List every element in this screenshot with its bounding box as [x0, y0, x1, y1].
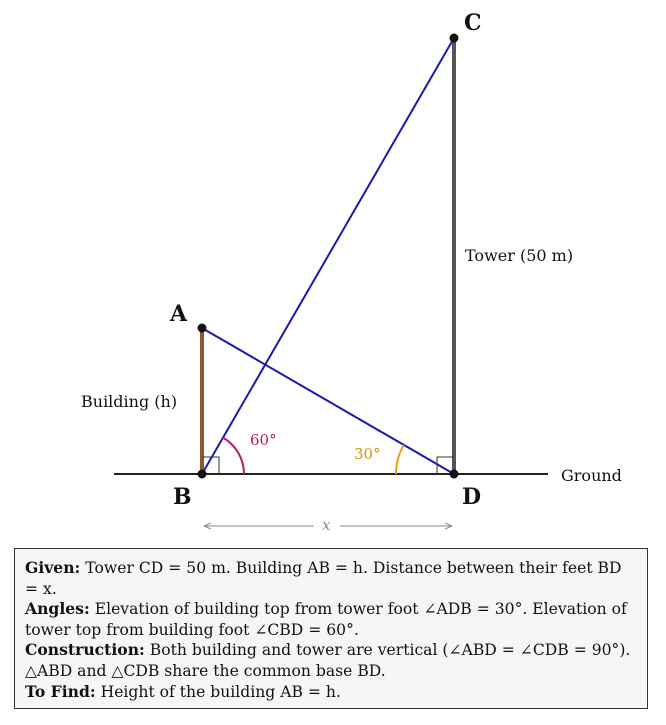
info-construction-label: Construction: [25, 640, 145, 660]
point-d [450, 470, 459, 479]
angle-arc-30 [396, 445, 404, 474]
info-find-text: Height of the building AB = h. [100, 682, 341, 701]
info-angles [25, 599, 637, 640]
info-angles-label: Angles: [25, 599, 90, 619]
label-ground: Ground [561, 466, 622, 485]
info-construction-text: Both building and tower are vertical (∠ABD = ∠CDB = 90°). △ABD and △CDB share the common base BD. [25, 641, 631, 680]
label-distance-x: x [322, 516, 331, 534]
label-point-c: C [464, 10, 482, 36]
sightline-bc [202, 38, 454, 474]
point-c [450, 34, 459, 43]
info-find [25, 682, 637, 703]
label-angle-30: 30° [354, 445, 381, 463]
info-construction [25, 640, 637, 681]
label-point-b: B [173, 484, 192, 510]
label-building: Building (h) [81, 392, 178, 411]
angle-arc-60 [223, 438, 244, 474]
label-angle-60: 60° [250, 431, 277, 449]
info-find-label: To Find: [25, 681, 96, 701]
point-b [198, 470, 207, 479]
label-tower: Tower (50 m) [465, 246, 574, 265]
info-box [14, 548, 648, 709]
info-given-label: Given: [25, 558, 81, 577]
sightline-ad [202, 328, 454, 474]
info-given-text: Tower CD = 50 m. Building AB = h. Distance between their feet BD = x. [25, 559, 622, 598]
label-point-a: A [170, 301, 188, 327]
point-a [198, 324, 207, 333]
label-point-d: D [462, 484, 482, 510]
info-angles-text: Elevation of building top from tower foot ∠ADB = 30°. Elevation of tower top from building foot ∠CBD = 60°. [25, 600, 627, 639]
info-given [25, 558, 637, 599]
